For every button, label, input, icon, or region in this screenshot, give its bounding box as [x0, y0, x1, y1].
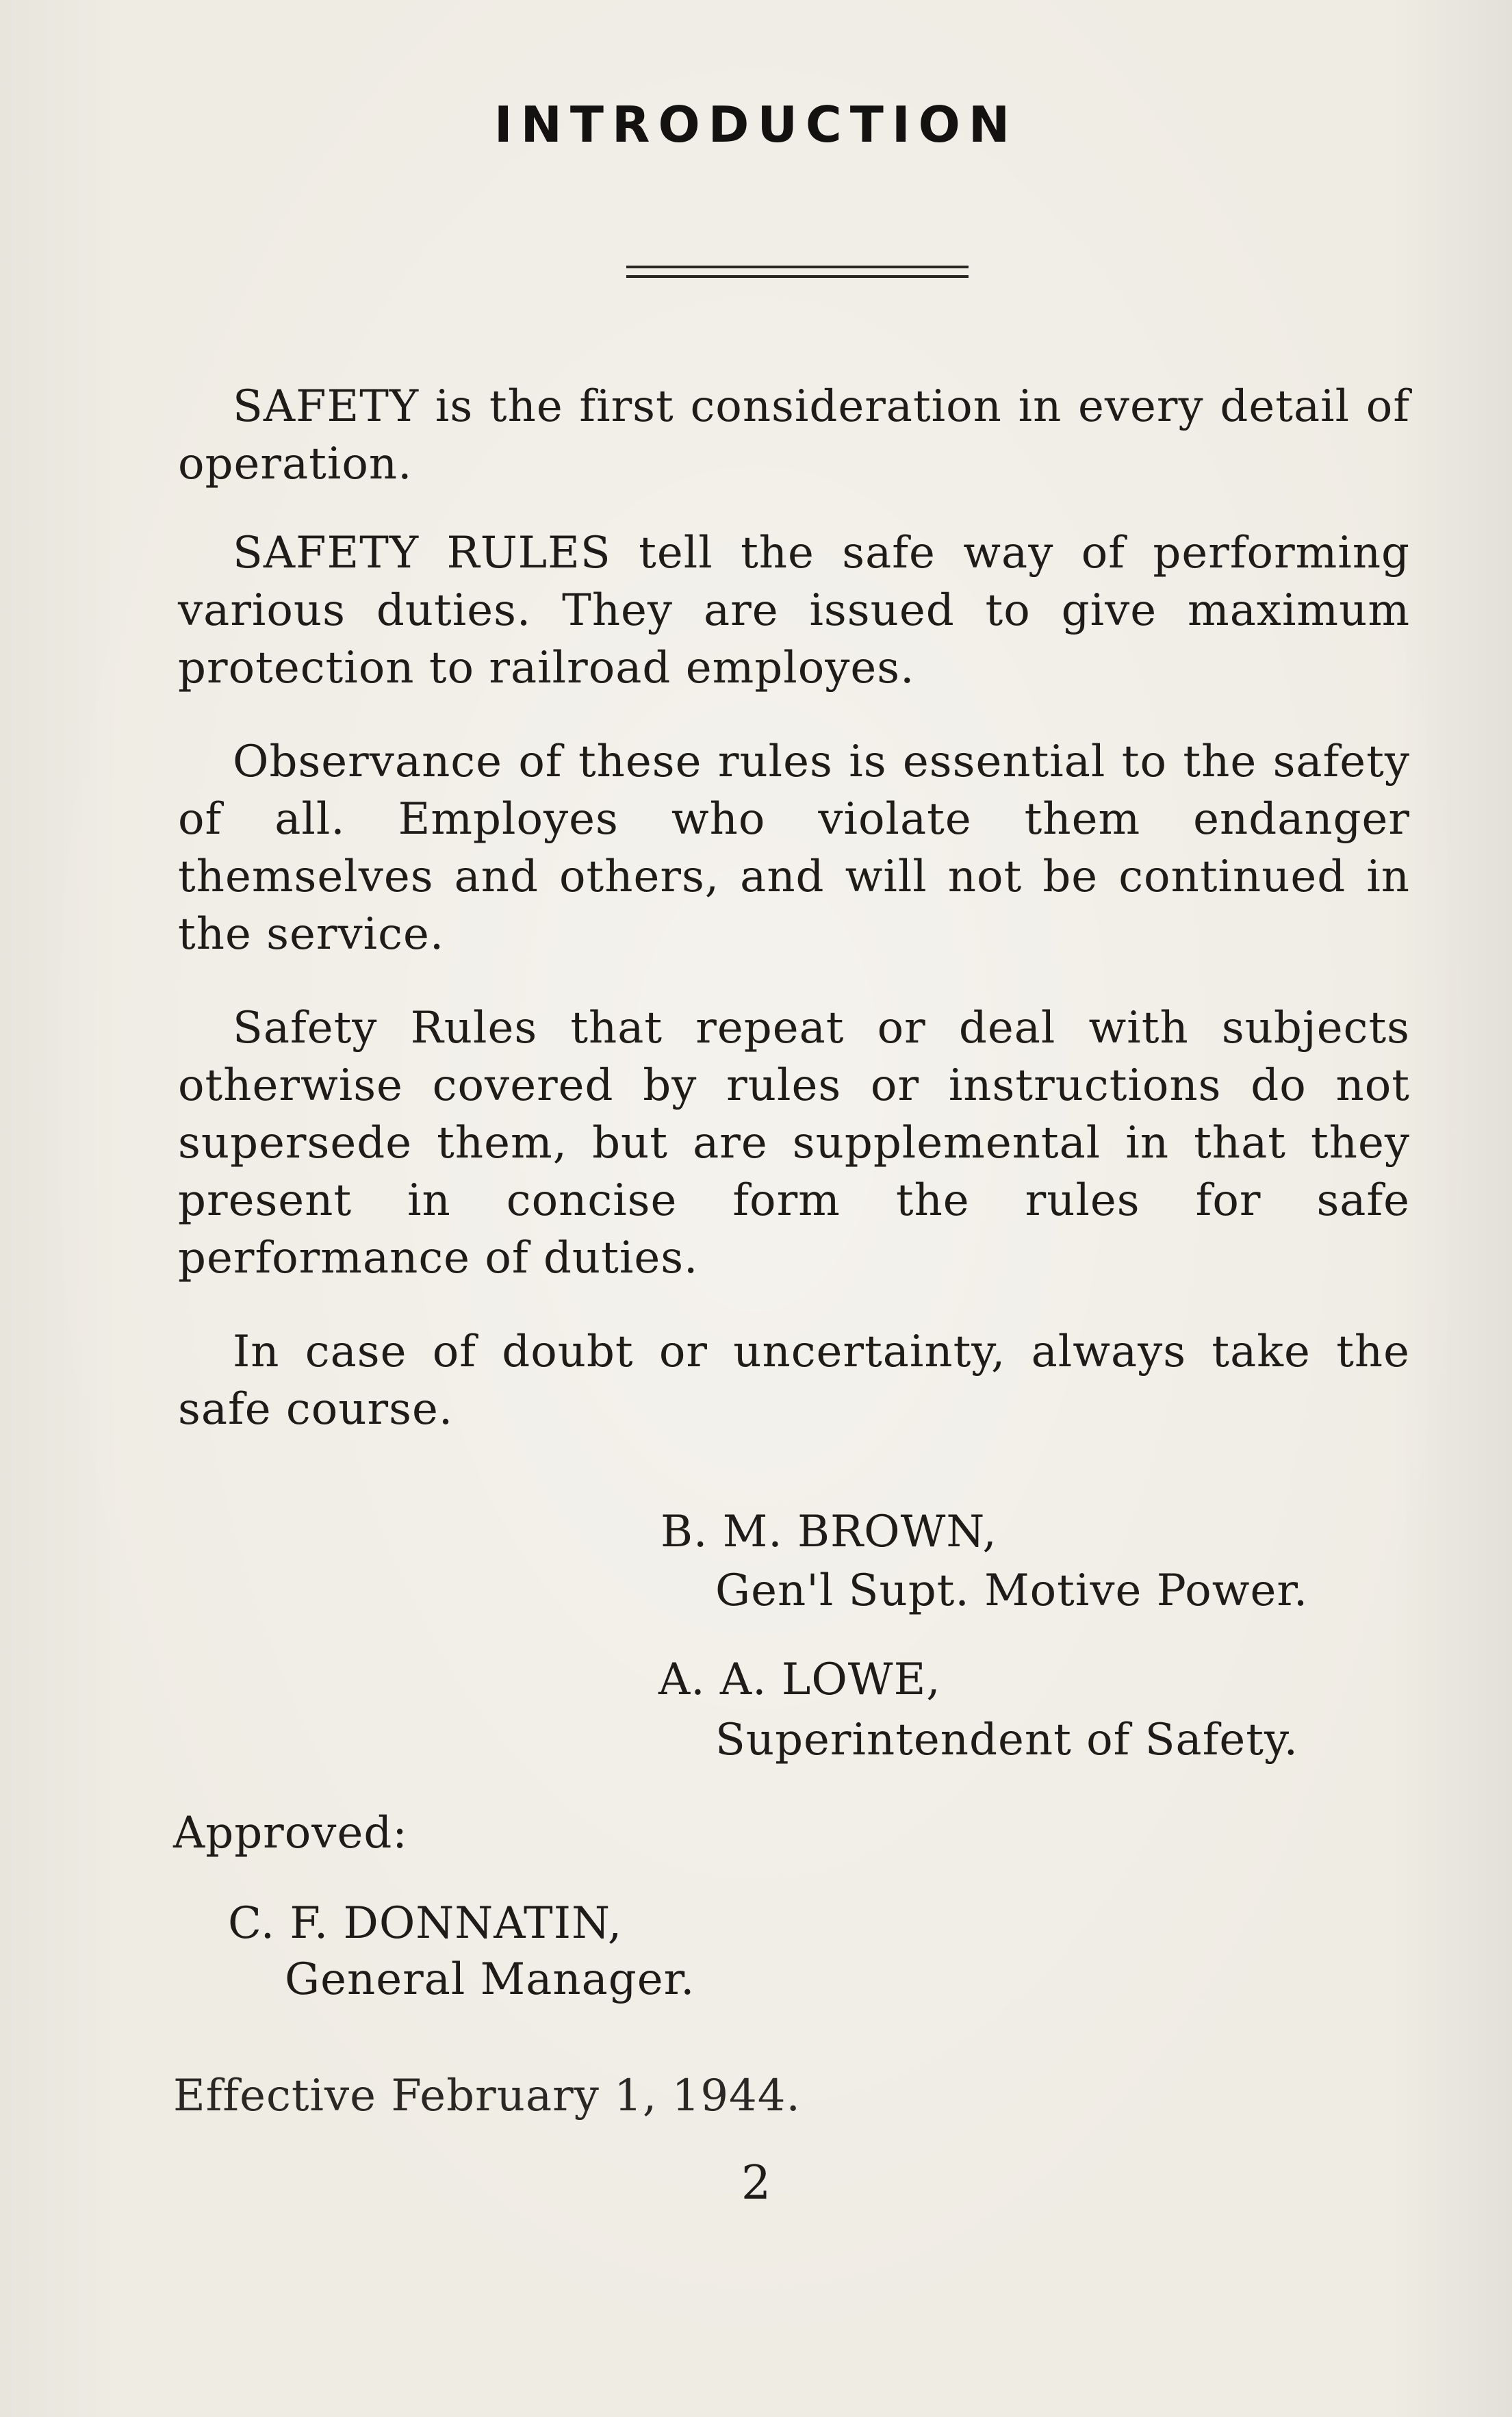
approver-name: C. F. DONNATIN,: [228, 1898, 623, 1949]
approver-title: General Manager.: [285, 1954, 695, 2005]
paragraph-safety-first: SAFETY is the first consideration in every detail of operation.: [178, 381, 1410, 489]
signatory-lowe-name: A. A. LOWE,: [658, 1654, 941, 1705]
paragraph-doubt: In case of doubt or uncertainty, always take the safe course.: [178, 1327, 1410, 1435]
signatory-lowe-title: Superintendent of Safety.: [715, 1715, 1298, 1765]
paragraph-safety-rules: SAFETY RULES tell the safe way of performing various duties. They are issued to give maximum protection to railroad employes.: [178, 528, 1410, 693]
title-rule-bottom: [626, 275, 969, 278]
paragraph-observance: Observance of these rules is essential to the safety of all. Employes who violate them endanger themselves and others, and will not be continued in the service.: [178, 737, 1410, 960]
signatory-brown-title: Gen'l Supt. Motive Power.: [715, 1565, 1309, 1616]
signatory-brown-name: B. M. BROWN,: [661, 1507, 997, 1557]
page-number: 2: [741, 2156, 771, 2210]
approved-label: Approved:: [173, 1808, 408, 1858]
effective-date: Effective February 1, 1944.: [173, 2071, 801, 2121]
paragraph-supplemental: Safety Rules that repeat or deal with subjects otherwise covered by rules or instructions do not supersede them, but are supplemental in that they present in concise form the rules for safe performance of duties.: [178, 1003, 1410, 1283]
page-title: INTRODUCTION: [494, 96, 1018, 153]
title-rule-top: [626, 266, 969, 268]
